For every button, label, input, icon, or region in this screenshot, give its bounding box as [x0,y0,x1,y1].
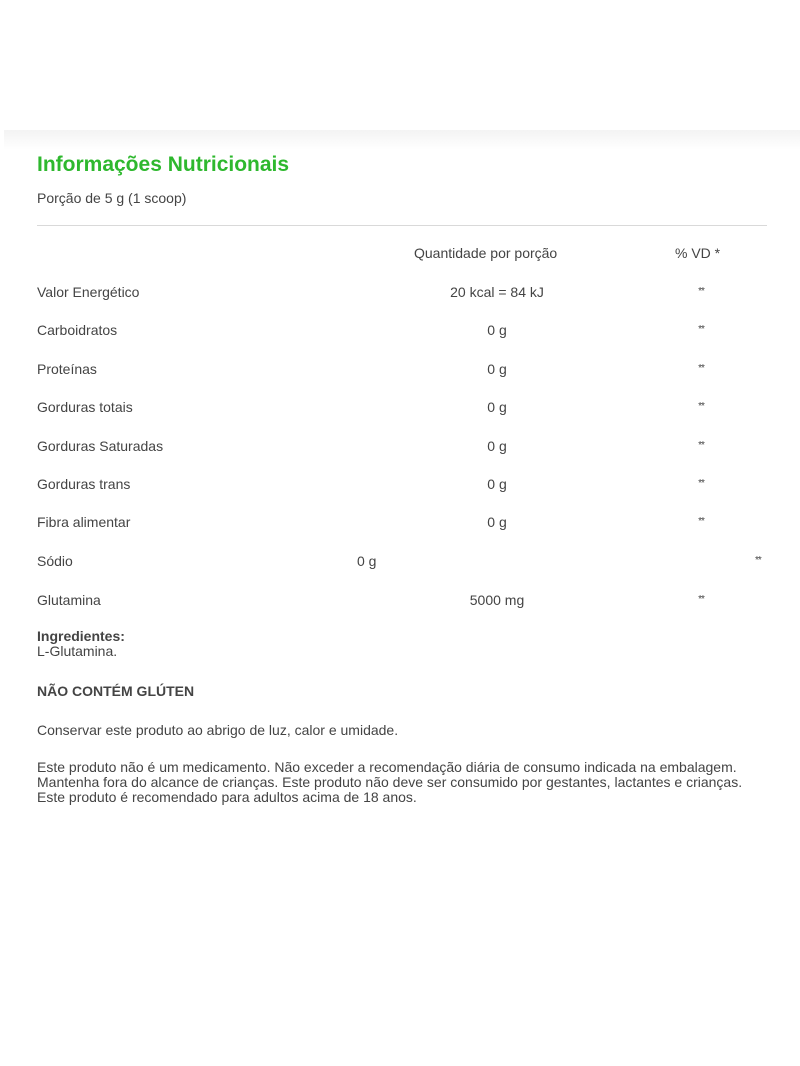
nutrient-quantity: 0 g [487,399,507,415]
nutrient-name: Glutamina [37,592,101,608]
header-vd: % VD * [675,245,721,261]
ingredients-block [37,629,125,659]
table-row [37,361,767,385]
nutrient-quantity: 0 g [487,476,507,492]
nutrient-name: Sódio [37,553,73,569]
nutrient-vd: ** [698,516,704,527]
table-row [37,399,767,423]
nutrient-vd: ** [698,478,704,489]
page-title: Informações Nutricionais [37,153,290,176]
nutrient-vd: ** [698,594,704,605]
table-row [37,322,767,346]
table-row [37,284,767,308]
top-shade [4,130,800,150]
table-row [37,476,767,500]
nutrient-name: Gorduras Saturadas [37,438,164,454]
nutrient-name: Gorduras totais [37,399,133,415]
ingredients-label: Ingredientes: [37,628,125,644]
nutrient-quantity: 5000 mg [469,592,525,608]
storage-notice: Conservar este produto ao abrigo de luz, calor e umidade. [37,722,399,738]
nutrient-vd: ** [698,440,704,451]
nutrient-name: Proteínas [37,361,97,377]
nutrient-name: Valor Energético [37,284,140,300]
nutrient-quantity: 0 g [487,514,507,530]
nutrient-vd: ** [698,286,704,297]
nutrient-quantity: 0 g [357,553,377,569]
ingredients-text: L-Glutamina. [37,643,118,659]
nutrient-vd: ** [698,363,704,374]
table-row [37,438,767,462]
nutrient-name: Fibra alimentar [37,514,131,530]
portion-size: Porção de 5 g (1 scoop) [37,190,187,206]
nutrient-quantity: 0 g [487,322,507,338]
nutrient-vd: ** [755,555,761,566]
nutrient-quantity: 0 g [487,438,507,454]
gluten-notice: NÃO CONTÉM GLÚTEN [37,683,195,699]
nutrient-name: Carboidratos [37,322,118,338]
nutrient-vd: ** [698,401,704,412]
nutrient-quantity: 20 kcal = 84 kJ [450,284,544,300]
header-quantity: Quantidade por porção [414,245,558,261]
table-row [37,514,767,538]
table-row [37,592,767,616]
divider [37,225,767,226]
table-row [37,553,767,577]
nutrient-vd: ** [698,324,704,335]
warning-notice: Este produto não é um medicamento. Não exceder a recomendação diária de consumo indicada na embalagem. Mantenha fora do alcance de crianças. Este produto não deve ser consumido por gestantes, lactantes e crianças. Este produto é recomendado para adultos acima de 18 anos. [37,759,743,805]
nutrient-name: Gorduras trans [37,476,131,492]
nutrient-quantity: 0 g [487,361,507,377]
